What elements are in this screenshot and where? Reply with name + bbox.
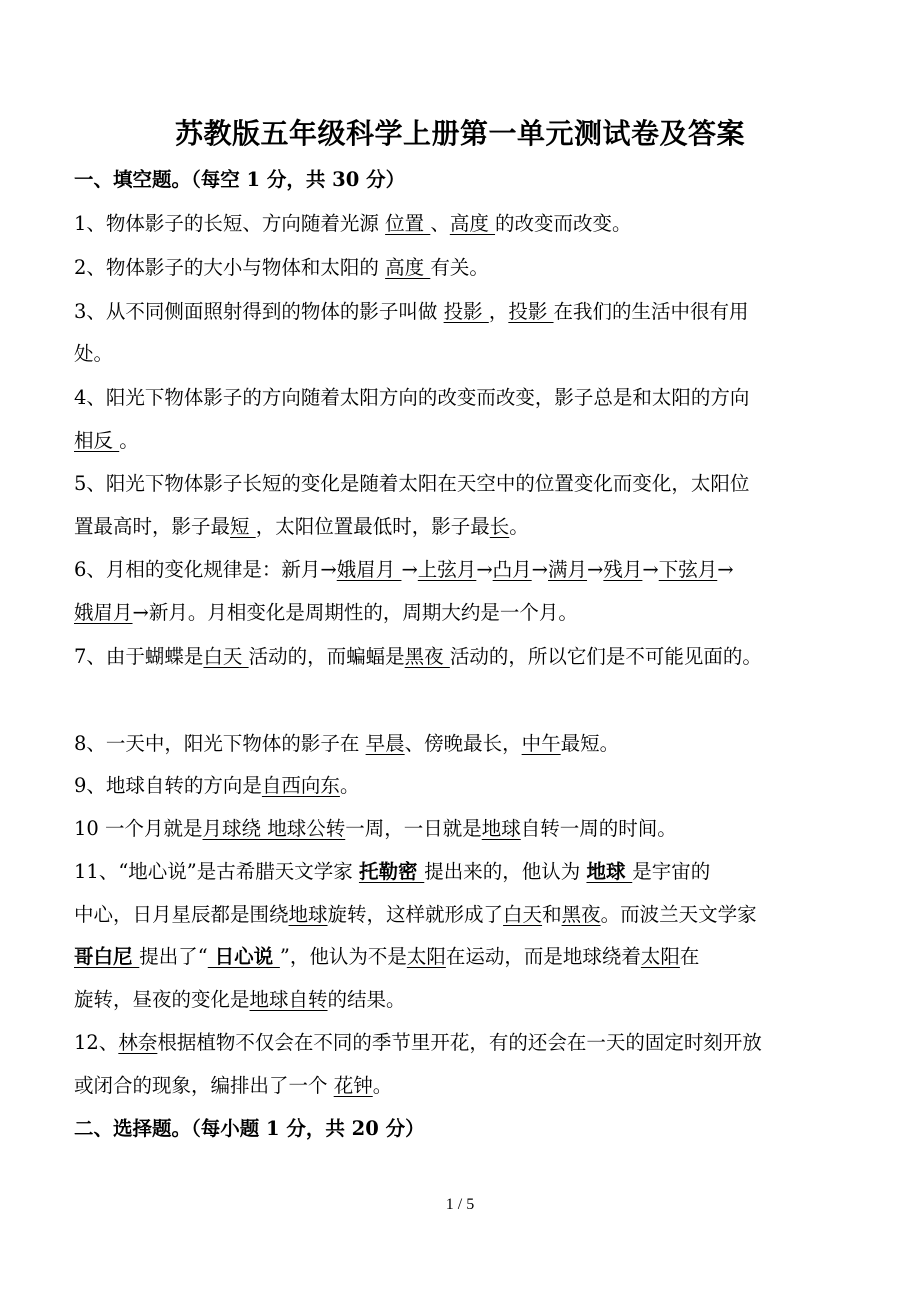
question-11-line-1 <box>74 856 848 884</box>
question-text: 提出了“ <box>139 945 208 968</box>
question-text: 最短。 <box>560 732 620 755</box>
question-text: 3、从不同侧面照射得到的物体的影子叫做 <box>74 300 444 323</box>
question-4-line-1 <box>74 382 848 410</box>
question-text: 。 <box>509 515 529 538</box>
answer-blank: 太阳 <box>640 945 680 968</box>
question-text: 。 <box>372 1074 393 1097</box>
answer-blank: 长 <box>489 515 510 538</box>
question-text: 有关。 <box>430 256 489 279</box>
answer-blank: 花钟 <box>333 1074 373 1097</box>
section-heading-multiple-choice: 二、选择题。（每小题 1 分，共 20 分） <box>74 1117 425 1140</box>
answer-blank: 日心说 <box>207 945 280 968</box>
question-3-line-2 <box>74 338 848 366</box>
question-8 <box>74 728 848 756</box>
answer-blank: 白天 <box>503 903 543 926</box>
question-text: 1、物体影子的长短、方向随着光源 <box>74 212 386 235</box>
answer-blank: 黑夜 <box>561 903 601 926</box>
answer-blank: 相反 <box>74 429 120 452</box>
question-text: 。 <box>119 429 139 452</box>
question-11-line-2 <box>74 899 848 927</box>
question-text: 或闭合的现象，编排出了一个 <box>74 1074 334 1097</box>
question-text: 一周，一日就是 <box>345 817 482 840</box>
answer-blank: 残月 <box>603 558 643 581</box>
answer-blank: 地球 <box>586 860 633 883</box>
arrow-text: → <box>476 558 493 581</box>
question-text: 提出来的，他认为 <box>424 860 587 883</box>
question-7 <box>74 641 848 669</box>
question-text: 、 <box>430 212 450 235</box>
answer-blank: 位置 <box>385 212 431 235</box>
question-1 <box>74 208 848 236</box>
answer-blank: 中午 <box>521 732 561 755</box>
question-10 <box>74 813 848 841</box>
answer-blank: 哥白尼 <box>74 945 140 968</box>
question-text: 。 <box>339 774 360 797</box>
question-text: 活动的，所以它们是不可能见面的。 <box>449 645 762 668</box>
question-12-line-2 <box>74 1070 848 1098</box>
page-title: 苏教版五年级科学上册第一单元测试卷及答案 <box>174 117 745 150</box>
question-text: 8、一天中，阳光下物体的影子在 <box>74 732 366 755</box>
question-text: 在我们的生活中很有用 <box>553 300 749 323</box>
question-text: 中心，日月星辰都是围绕 <box>74 903 289 926</box>
question-text: 是宇宙的 <box>632 860 711 883</box>
question-text: 7、由于蝴蝶是 <box>74 645 204 668</box>
answer-blank: 托勒密 <box>358 860 425 883</box>
answer-blank: 早晨 <box>365 732 405 755</box>
answer-blank: 娥眉月 <box>74 601 133 624</box>
answer-blank: 短 <box>230 515 256 538</box>
question-text: 活动的，而蝙蝠是 <box>248 645 405 668</box>
answer-blank: 林奈 <box>118 1031 158 1054</box>
page-number: 1 / 5 <box>445 1196 475 1213</box>
answer-blank: 上弦月 <box>417 558 477 581</box>
arrow-text: → <box>531 558 549 581</box>
question-text: 在 <box>679 945 700 968</box>
answer-blank: 地球 <box>481 817 521 840</box>
answer-blank: 白天 <box>203 645 249 668</box>
question-5-line-1 <box>74 468 848 496</box>
answer-blank: 投影 <box>443 300 489 323</box>
question-text: 5、阳光下物体影子长短的变化是随着太阳在天空中的位置变化而变化，太阳位 <box>74 472 750 495</box>
answer-blank: 投影 <box>508 300 554 323</box>
question-text: 旋转，这样就形成了 <box>327 903 504 926</box>
answer-blank: 黑夜 <box>404 645 450 668</box>
question-2 <box>74 252 848 280</box>
question-text: 6、月相的变化规律是：新月→ <box>74 558 337 581</box>
question-text: 9、地球自转的方向是 <box>74 774 262 797</box>
question-12-line-1 <box>74 1027 848 1055</box>
question-5-line-2 <box>74 511 848 539</box>
answer-blank: 高度 <box>449 212 496 235</box>
question-text: 2、物体影子的大小与物体和太阳的 <box>74 256 386 279</box>
question-3-line-1 <box>74 296 848 324</box>
arrow-text: → <box>587 558 604 581</box>
question-text: ”，他认为不是 <box>279 945 407 968</box>
question-6-line-2 <box>74 597 848 625</box>
question-text: 的改变而改变。 <box>495 212 632 235</box>
answer-blank: 地球 <box>288 903 328 926</box>
answer-blank: 高度 <box>385 256 431 279</box>
question-text: 、傍晚最长， <box>404 732 522 755</box>
question-text: 置最高时，影子最 <box>74 515 231 538</box>
answer-blank: 太阳 <box>406 945 446 968</box>
arrow-text: → <box>401 558 418 581</box>
answer-blank: 地球自转 <box>249 988 328 1011</box>
question-text: 自转一周的时间。 <box>520 817 677 840</box>
answer-blank: 下弦月 <box>658 558 718 581</box>
question-text: 和 <box>542 903 562 926</box>
question-11-line-4 <box>74 984 848 1012</box>
question-text: 10 一个月就是 <box>74 817 203 840</box>
question-text: 12、 <box>74 1031 119 1054</box>
answer-blank: 满月 <box>548 558 588 581</box>
arrow-text: → <box>642 558 659 581</box>
section-heading-fill-blank: 一、填空题。（每空 1 分，共 30 分） <box>74 168 406 191</box>
question-text: →新月。月相变化是周期性的，周期大约是一个月。 <box>132 601 578 624</box>
question-text: 11、“地心说”是古希腊天文学家 <box>74 860 359 883</box>
question-text: 在运动，而是地球绕着 <box>445 945 641 968</box>
question-text: ， <box>488 300 509 323</box>
answer-blank: 娥眉月 <box>336 558 402 581</box>
question-9 <box>74 770 848 798</box>
answer-blank: 凸月 <box>492 558 532 581</box>
question-4-line-2 <box>74 425 848 453</box>
question-text: 。而波兰天文学家 <box>600 903 757 926</box>
question-text: ，太阳位置最低时，影子最 <box>255 515 490 538</box>
question-6-line-1 <box>74 554 848 582</box>
question-text: 处。 <box>74 342 114 365</box>
question-text: 旋转，昼夜的变化是 <box>74 988 250 1011</box>
question-11-line-3 <box>74 941 848 969</box>
question-text: 根据植物不仅会在不同的季节里开花，有的还会在一天的固定时刻开放 <box>157 1031 762 1054</box>
answer-blank: 自西向东 <box>261 774 340 797</box>
question-text: 的结果。 <box>327 988 406 1011</box>
arrow-text: → <box>717 558 734 581</box>
answer-blank: 月球绕 地球公转 <box>202 817 346 840</box>
question-text: 4、阳光下物体影子的方向随着太阳方向的改变而改变，影子总是和太阳的方向 <box>74 386 750 409</box>
